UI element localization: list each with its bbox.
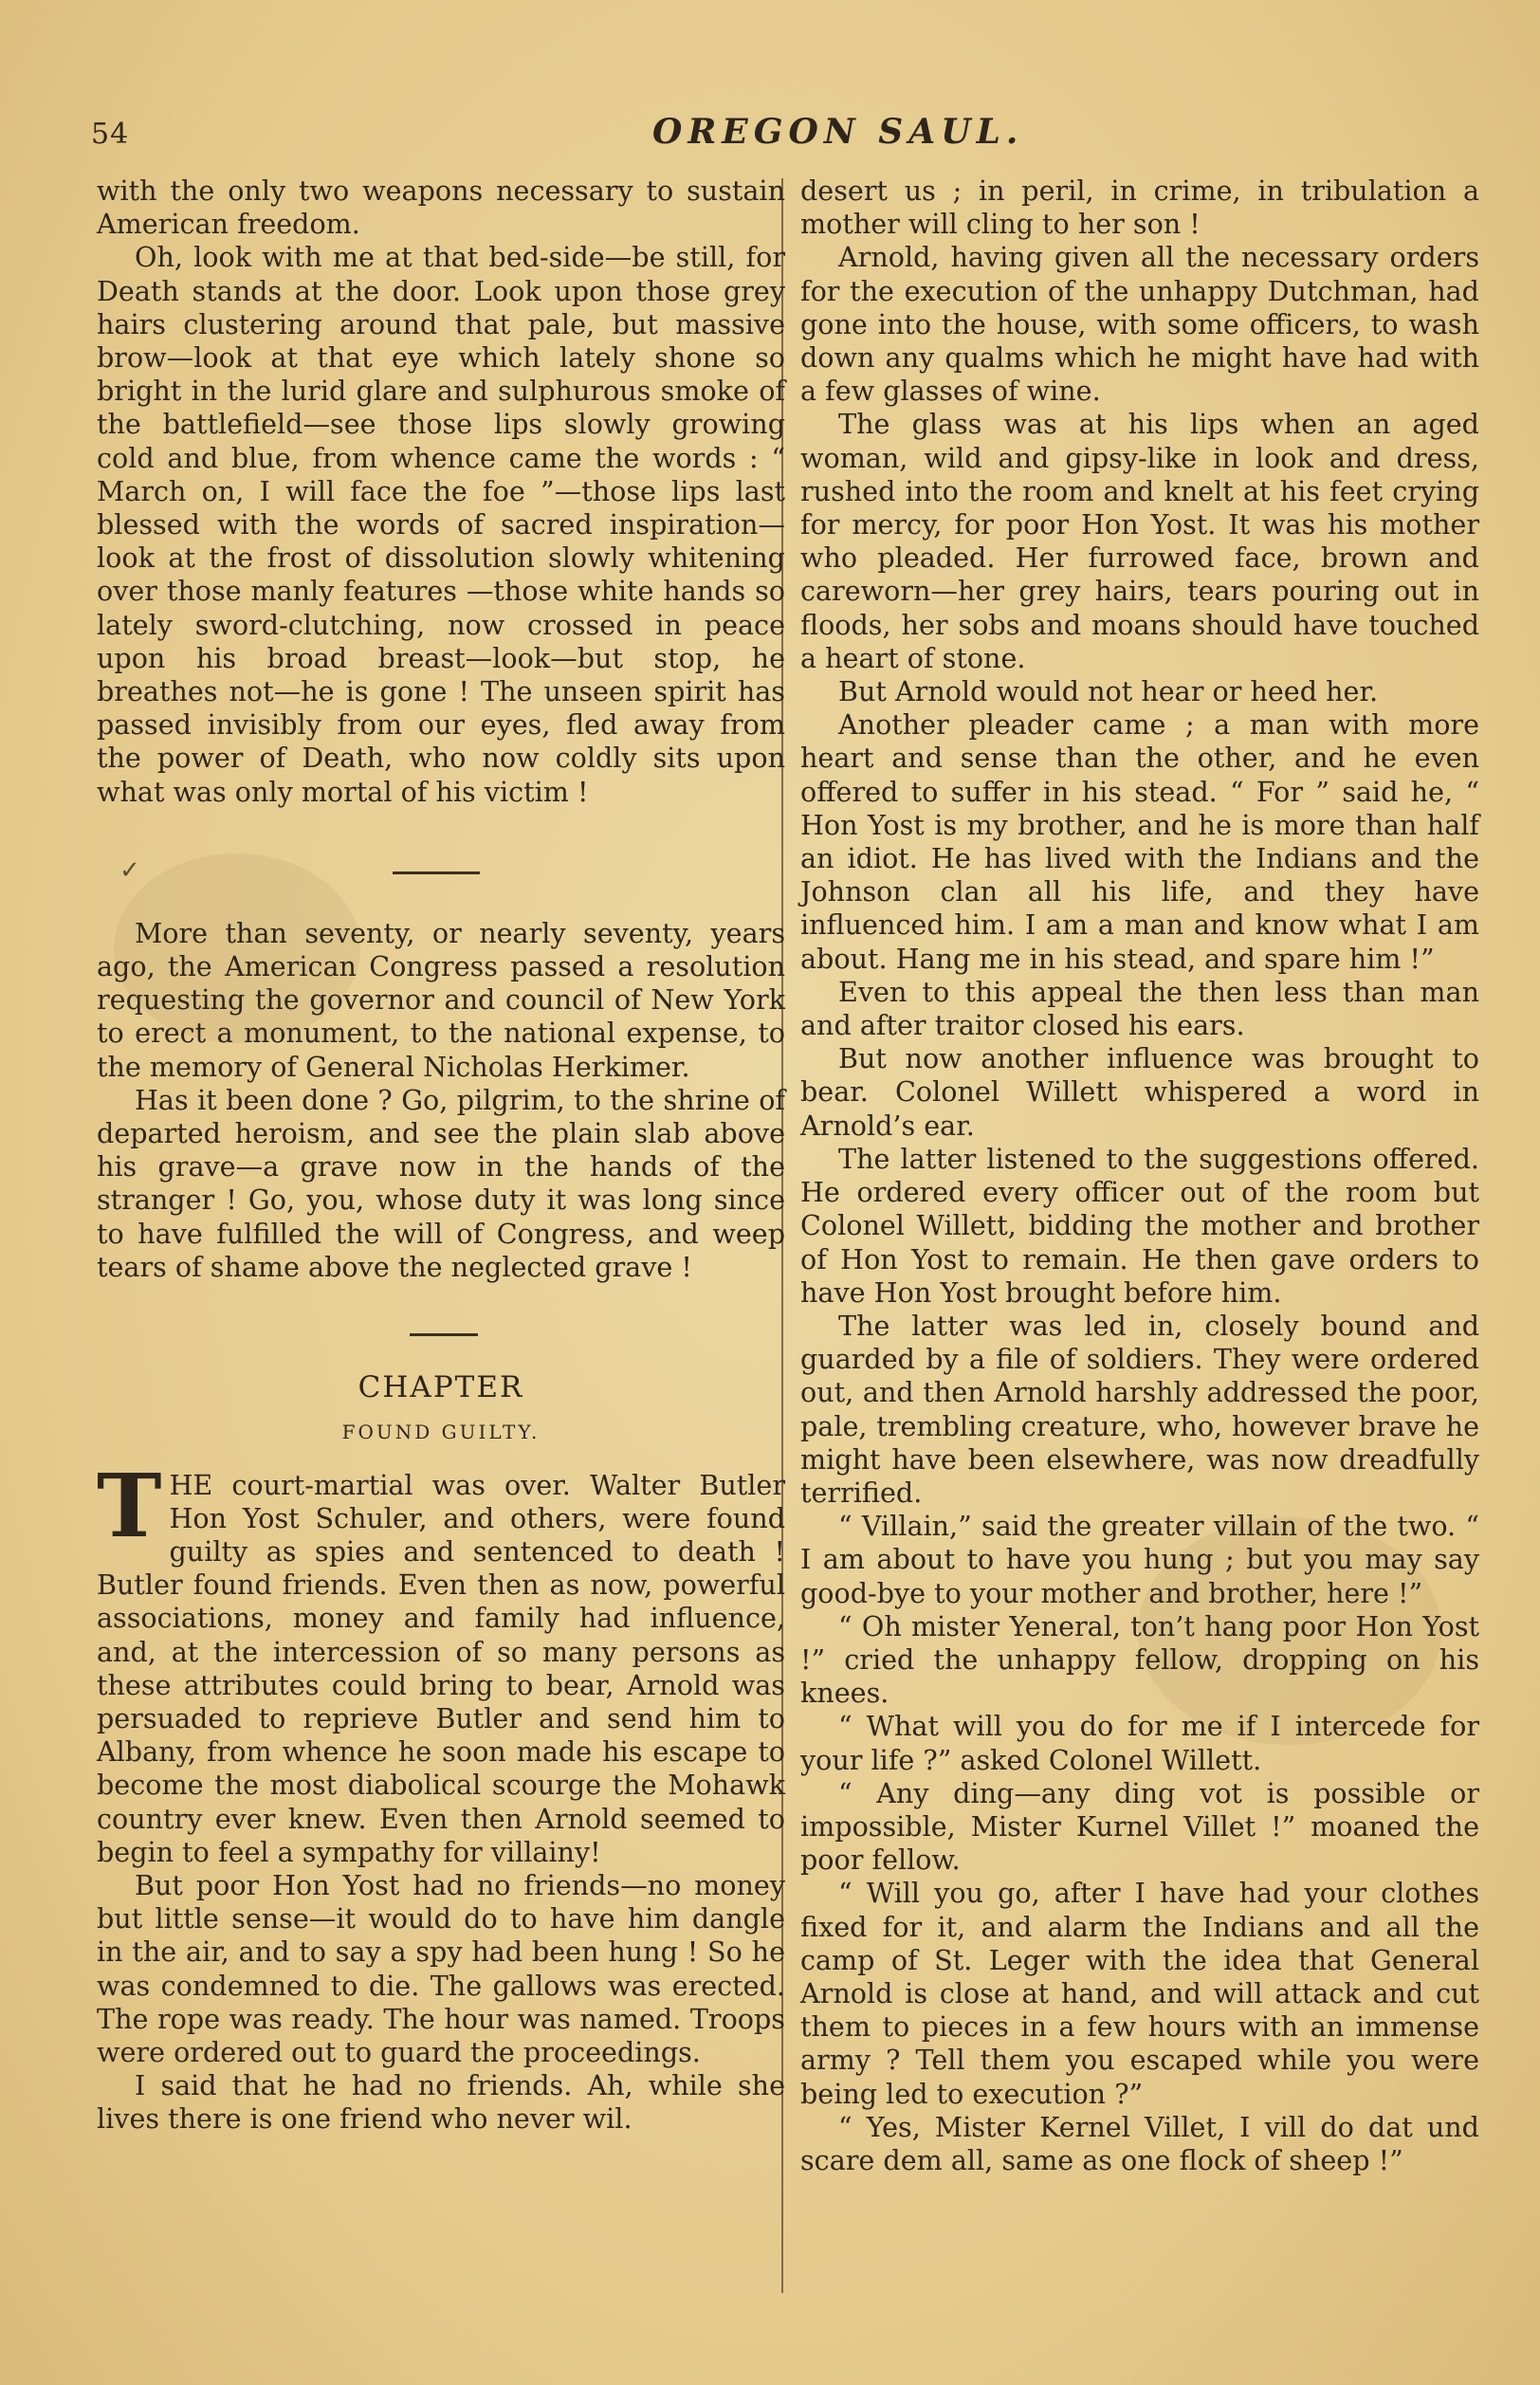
paragraph: Another pleader came ; a man with more heart and sense than the other, and he even offered to suffer in his stead. “ For ” said he, “ Hon Yost is my brother, and he is more than half an idiot. He has lived with the Indians and the Johnson clan all his life, and they have influenced him. I am a man and know what I am about. Hang me in his stead, and spare him !” [800,708,1479,975]
paragraph: “ Any ding—any ding vot is possible or impossible, Mister Kurnel Villet !” moaned the poor fellow. [800,1776,1479,1877]
chapter-opening-paragraph [97,1454,785,1869]
chapter-opening-text: HE court-martial was over. Walter Butler Hon Yost Schuler, and others, were found guilty as spies and sentenced to death ! Butler found friends. Even then as now, powerful associations, money and family had influence, and, at the intercession of so many persons as these attributes could bring to bear, Arnold was persuaded to reprieve Butler and send him to Albany, from whence he soon made his escape to become the most diabolical scourge the Mohawk country ever knew. Even then Arnold seemed to begin to feel a sympathy for villainy! [97,1468,785,1868]
paragraph: I said that he had no friends. Ah, while she lives there is one friend who never wil. [97,2069,785,2136]
paragraph: “ Will you go, after I have had your clothes fixed for it, and alarm the Indians and all the camp of St. Leger with the idea that General Arnold is close at hand, and will attack and cut them to pieces in a few hours with an immense army ? Tell them you escaped while you were being led to execution ?” [800,1877,1479,2110]
paragraph: The glass was at his lips when an aged woman, wild and gipsy-like in look and dress, rushed into the room and knelt at his feet crying for mercy, for poor Hon Yost. It was his mother who pleaded. Her furrowed face, brown and careworn—her grey hairs, tears pouring out in floods, her sobs and moans should have touched a heart of stone. [800,408,1479,674]
paragraph: But now another influence was brought to bear. Colonel Willett whispered a word in Arnold’s ear. [800,1042,1479,1142]
page-header [91,112,1476,159]
left-column [97,174,785,2137]
paragraph: “ Oh mister Yeneral, ton’t hang poor Hon Yost !” cried the unhappy fellow, dropping on his knees. [800,1609,1479,1710]
paragraph: with the only two weapons necessary to sustain American freedom. [97,174,785,241]
separator-rule [393,871,480,874]
paragraph: More than seventy, or nearly seventy, years ago, the American Congress passed a resolution requesting the governor and council of New York to erect a monument, to the national expense, to the memory of General Nicholas Herkimer. [97,916,785,1083]
paragraph: The latter listened to the suggestions offered. He ordered every officer out of the room but Colonel Willett, bidding the mother and brother of Hon Yost to remain. He then gave orders to have Hon Yost brought before him. [800,1142,1479,1309]
paragraph: Oh, look with me at that bed-side—be still, for Death stands at the door. Look upon those grey hairs clustering around that pale, but massive brow—look at that eye which lately shone so bright in the lurid glare and sulphurous smoke of the battlefield—see those lips slowly growing cold and blue, from whence came the words : “ March on, I will face the foe ”—those lips last blessed with the words of sacred inspiration—look at the frost of dissolution slowly whitening over those manly features —those white hands so lately sword-clutching, now crossed in peace upon his broad breast—look—but stop, he breathes not—he is gone ! The unseen spirit has passed invisibly from our eyes, fled away from the power of Death, who now coldly sits upon what was only mortal of his victim ! [97,241,785,808]
separator-rule [410,1333,478,1336]
section-separator [97,1311,785,1352]
section-separator [97,847,785,896]
paragraph: “ Yes, Mister Kernel Villet, I vill do dat und scare dem all, same as one flock of sheep !” [800,2110,1479,2176]
page-number: 54 [91,118,130,151]
paragraph: Even to this appeal the then less than man and after traitor closed his ears. [800,975,1479,1042]
paragraph: But Arnold would not hear or heed her. [838,675,1379,708]
paragraph: Has it been done ? Go, pilgrim, to the shrine of departed heroism, and see the plain slab above his grave—a grave now in the hands of the stranger ! Go, you, whose duty it was long since to have fulfilled the will of Congress, and weep tears of shame above the neglected grave ! [97,1083,785,1283]
paragraph: But poor Hon Yost had no friends—no money but little sense—it would do to have him dangle in the air, and to say a spy had been hung ! So he was condemned to die. The gallows was erected. The rope was ready. The hour was named. Troops were ordered out to guard the proceedings. [97,1868,785,2068]
paragraph: desert us ; in peril, in crime, in tribulation a mother will cling to her son ! [800,174,1479,241]
paragraph: “ Villain,” said the greater villain of the two. “ I am about to have you hung ; but you may say good-bye to your mother and brother, here !” [800,1510,1479,1609]
paragraph: Arnold, having given all the necessary orders for the execution of the unhappy Dutchman, had gone into the house, with some officers, to wash down any qualms which he might have had with a few glasses of wine. [800,241,1479,408]
paragraph: The latter was led in, closely bound and guarded by a file of soldiers. They were ordered out, and then Arnold harshly addressed the poor, pale, trembling creature, who, however brave he might have been elsewhere, was now dreadfully terrified. [800,1309,1479,1509]
drop-cap: T [97,1454,162,1557]
right-column [800,174,1479,2177]
chapter-subtitle: FOUND GUILTY. [341,1421,541,1444]
paragraph: “ What will you do for me if I intercede for your life ?” asked Colonel Willett. [800,1710,1479,1776]
chapter-heading: CHAPTER [358,1370,524,1405]
check-mark: ✓ [119,855,140,885]
running-title: OREGON SAUL. [652,112,1024,152]
